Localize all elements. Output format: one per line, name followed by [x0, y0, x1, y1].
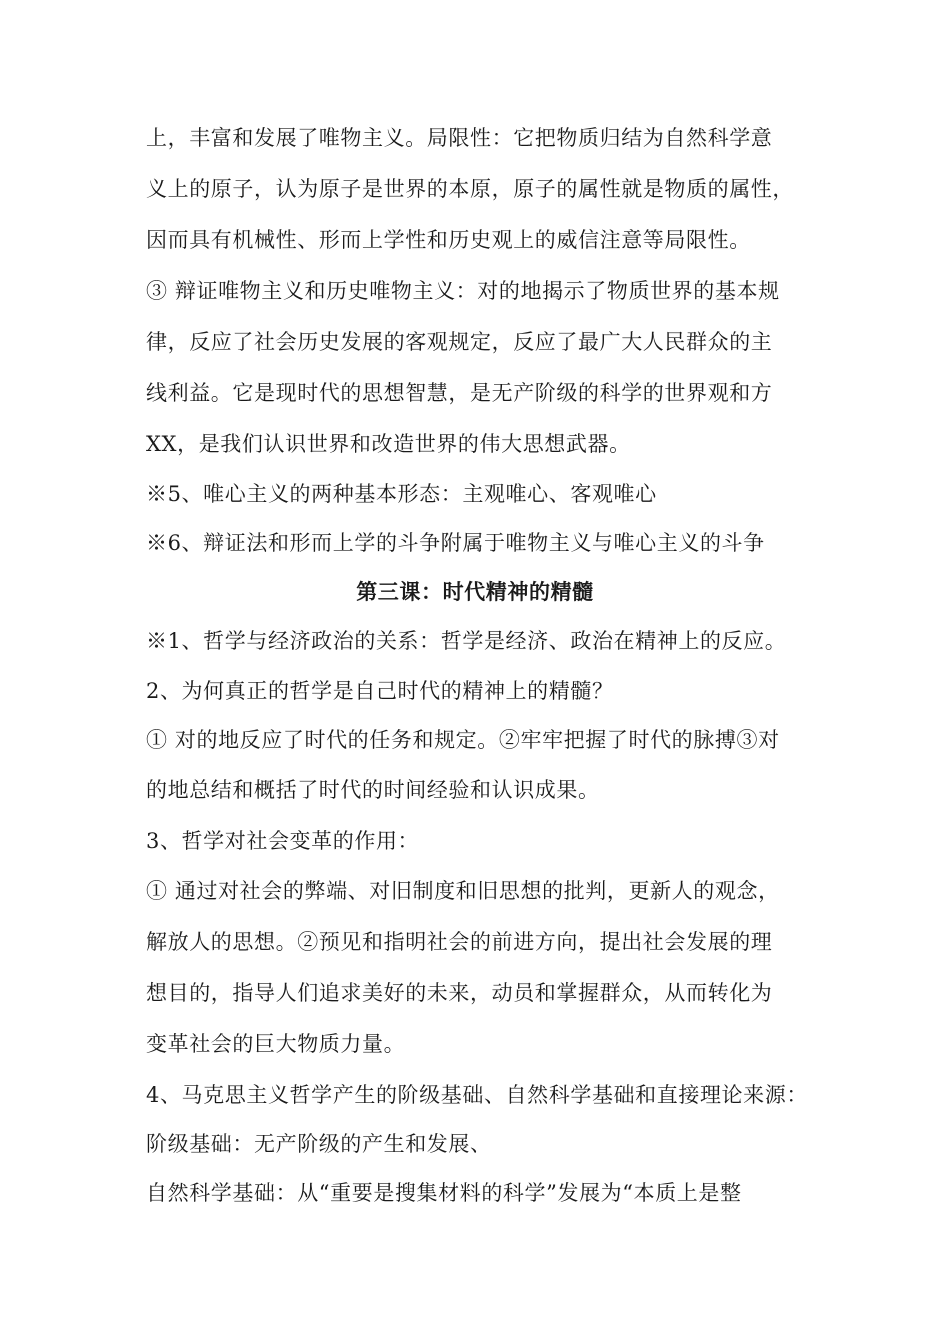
text-line: ③ 辩证唯物主义和历史唯物主义：对的地揭示了物质世界的基本规 [146, 279, 780, 303]
text-line: 解放人的思想。②预见和指明社会的前进方向，提出社会发展的理 [146, 930, 773, 954]
text-line: 2、为何真正的哲学是自己时代的精神上的精髓？ [146, 679, 614, 703]
text-line: 因而具有机械性、形而上学性和历史观上的威信注意等局限性。 [146, 228, 751, 252]
text-line: 变革社会的巨大物质力量。 [146, 1032, 406, 1056]
section-heading: 第三课：时代精神的精髓 [356, 580, 594, 604]
text-line: ※5、唯心主义的两种基本形态：主观唯心、客观唯心 [146, 482, 657, 506]
text-line: 义上的原子，认为原子是世界的本原，原子的属性就是物质的属性， [146, 177, 794, 201]
text-line: 阶级基础：无产阶级的产生和发展、 [146, 1132, 492, 1156]
text-line: 3、哲学对社会变革的作用： [146, 829, 420, 853]
text-line: 律，反应了社会历史发展的客观规定，反应了最广大人民群众的主 [146, 330, 773, 354]
text-line: 上，丰富和发展了唯物主义。局限性：它把物质归结为自然科学意 [146, 126, 773, 150]
text-line: ① 对的地反应了时代的任务和规定。②牢牢把握了时代的脉搏③对 [146, 728, 780, 752]
text-line: 4、马克思主义哲学产生的阶级基础、自然科学基础和直接理论来源： [146, 1083, 808, 1107]
text-line: 的地总结和概括了时代的时间经验和认识成果。 [146, 778, 600, 802]
text-line: ※1、哲学与经济政治的关系：哲学是经济、政治在精神上的反应。 [146, 629, 787, 653]
text-line: ① 通过对社会的弊端、对旧制度和旧思想的批判，更新人的观念， [146, 879, 780, 903]
text-line: 想目的，指导人们追求美好的未来，动员和掌握群众，从而转化为 [146, 981, 773, 1005]
text-line: ※6、辩证法和形而上学的斗争附属于唯物主义与唯心主义的斗争 [146, 531, 765, 555]
text-line: XX，是我们认识世界和改造世界的伟大思想武器。 [146, 432, 631, 456]
text-line: 自然科学基础：从“重要是搜集材料的科学”发展为“本质上是整 [146, 1181, 742, 1205]
text-line: 线利益。它是现时代的思想智慧，是无产阶级的科学的世界观和方 [146, 381, 773, 405]
